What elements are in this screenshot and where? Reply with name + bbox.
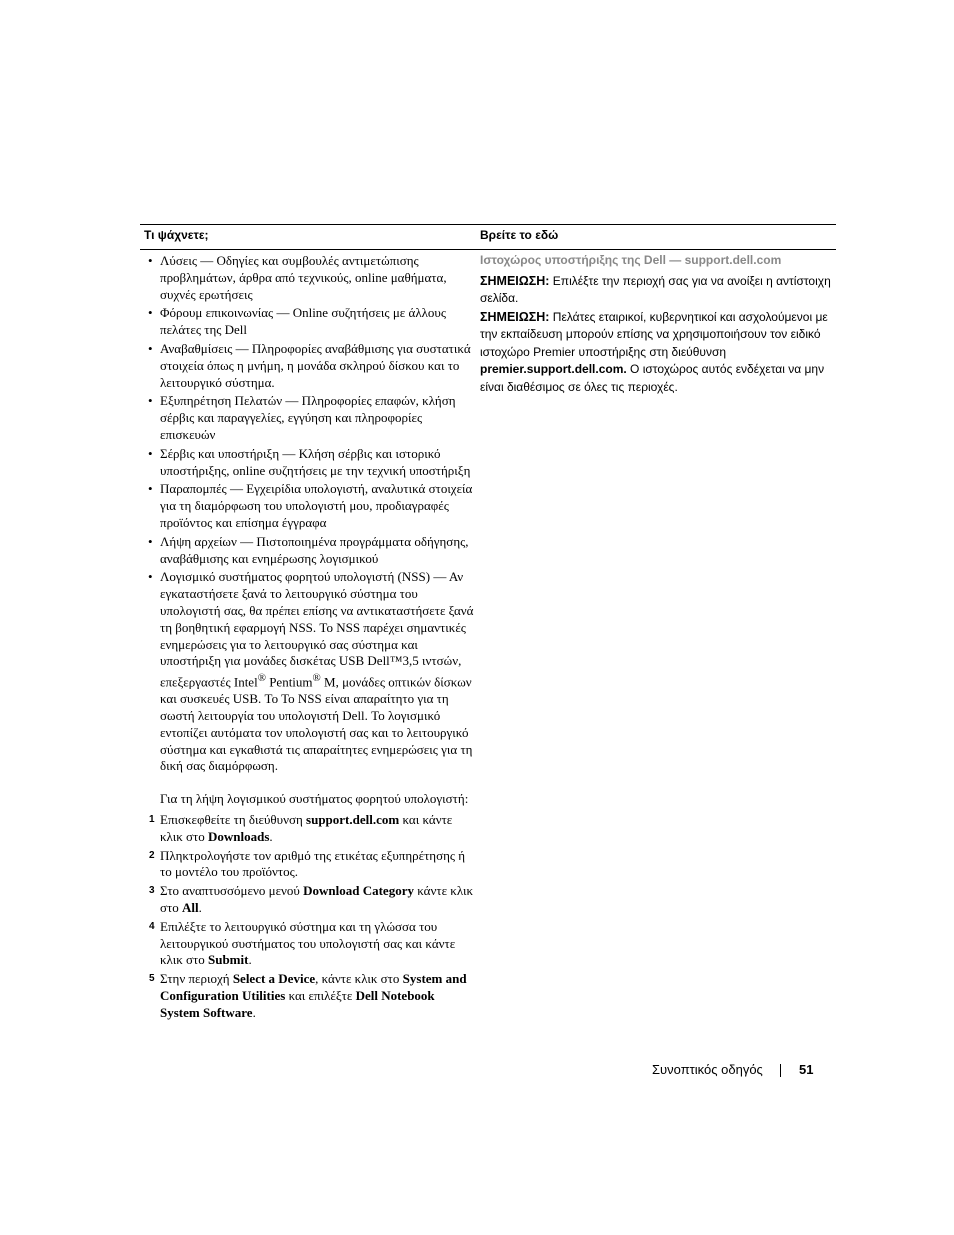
topics-list xyxy=(140,253,476,567)
list-item-text: Παραπομπές — Εγχειρίδια υπολογιστή, αναλυτικά στοιχεία για τη διαμόρφωση του υπολογιστή μου, προδιαγραφές προϊόντος και επίσημα έγγραφα xyxy=(160,481,473,530)
step-emphasis: support.dell.com xyxy=(306,812,400,828)
step-text: Επισκεφθείτε τη διεύθυνση xyxy=(160,812,307,828)
step-item xyxy=(140,848,476,882)
step-emphasis: Downloads xyxy=(207,828,270,844)
note-premier xyxy=(480,309,836,397)
bullet-icon: • xyxy=(148,305,153,321)
step-text: και κάντε κλικ στο xyxy=(160,812,453,844)
list-item-text: Σέρβις και υποστήριξη — Κλήση σέρβις και ιστορικό υποστήριξης, online συζητήσεις με την τεχνική υποστήριξη xyxy=(160,445,471,478)
support-site-title: Ιστοχώρος υποστήριξης της Dell — support.dell.com xyxy=(480,253,782,267)
footer-separator xyxy=(780,1064,781,1077)
right-column xyxy=(480,252,836,397)
bullet-icon: • xyxy=(148,445,153,461)
footer-title: Συνοπτικός οδηγός xyxy=(652,1062,763,1077)
left-column xyxy=(140,253,476,1024)
registered-mark: ® xyxy=(312,672,321,685)
step-number: 1 xyxy=(149,814,155,826)
note-text-tail: Ο ιστοχώρος αυτός ενδέχεται να μην είναι διαθέσιμος σε όλες τις περιοχές. xyxy=(480,362,825,394)
bullet-icon: • xyxy=(148,340,153,356)
column-header-what: Τι ψάχνετε; xyxy=(144,228,209,242)
list-item xyxy=(140,305,476,339)
step-text: . xyxy=(269,828,273,844)
step-number: 4 xyxy=(149,920,155,932)
list-item-text: Λήψη αρχείων — Πιστοποιημένα προγράμματα οδήγησης, αναβάθμισης και ενημέρωσης λογισμικού xyxy=(160,533,469,566)
list-item-text: Λύσεις — Οδηγίες και συμβουλές αντιμετώπισης προβλημάτων, άρθρα από τεχνικούς, online μαθήματα, συχνές ερωτήσεις xyxy=(160,253,447,302)
list-item xyxy=(140,393,476,443)
step-text: . xyxy=(248,952,252,968)
note-text: Επιλέξτε την περιοχή σας για να ανοίξει η αντίστοιχη σελίδα. xyxy=(480,273,831,305)
step-emphasis: Select a Device xyxy=(232,971,316,987)
table-header-rule xyxy=(140,249,836,250)
download-steps xyxy=(140,812,476,1022)
note-text: Πελάτες εταιρικοί, κυβερνητικοί και ασχολούμενοι με την εκπαίδευση μπορούν επίσης να χρησιμοποιήσουν τον ειδικό ιστοχώρο Premier υποστήριξης στη διεύθυνση xyxy=(480,309,828,359)
column-header-where: Βρείτε το εδώ xyxy=(480,228,559,242)
nss-list xyxy=(140,569,476,775)
step-text: Επιλέξτε το λειτουργικό σύστημα και τη γλώσσα του λειτουργικού συστήματος του υπολογιστή σας και κάντε κλικ στο xyxy=(160,918,456,968)
step-emphasis: All xyxy=(181,900,199,916)
step-text: Στην περιοχή xyxy=(160,971,233,987)
list-item-text: Αναβαθμίσεις — Πληροφορίες αναβάθμισης για συστατικά στοιχεία όπως η μνήμη, η μονάδα σκληρού δίσκου και το λειτουργικό σύστημα. xyxy=(160,340,471,390)
note-label: ΣΗΜΕΙΩΣΗ: xyxy=(480,273,550,288)
step-text: . xyxy=(252,1004,256,1020)
step-text: Πληκτρολογήστε τον αριθμό της ετικέτας εξυπηρέτησης ή το μοντέλο του προϊόντος. xyxy=(160,847,466,880)
step-text: κάντε κλικ στο xyxy=(160,883,474,916)
step-emphasis: Dell Notebook System Software xyxy=(160,988,435,1020)
list-item-text: Φόρουμ επικοινωνίας — Online συζητήσεις με άλλους πελάτες της Dell xyxy=(160,305,447,338)
registered-mark: ® xyxy=(257,672,266,685)
note-region xyxy=(480,273,836,308)
table-top-rule xyxy=(140,224,836,225)
download-intro: Για τη λήψη λογισμικού συστήματος φορητού υπολογιστή: xyxy=(160,791,469,807)
nss-text-3: M, μονάδες οπτικών δίσκων και συσκευές USB. Το Το NSS είναι απαραίτητο για τη σωστή λειτουργία του υπολογιστή Dell. Το λογισμικό εντοπίζει αυτόματα τον υπολογιστή σας και το λειτουργικό σύστημα και εγκαθιστά τις απαραίτητες ενημερώσεις για τη δική σας διαμόρφωση. xyxy=(160,674,473,774)
list-item xyxy=(140,534,476,568)
list-item-text: Εξυπηρέτηση Πελατών — Πληροφορίες επαφών, κλήση σέρβις και παραγγελίες, εγγύηση και πληροφορίες επισκευών xyxy=(160,393,456,442)
page-number: 51 xyxy=(799,1062,814,1077)
step-text: . xyxy=(198,900,202,916)
premier-link[interactable]: premier.support.dell.com. xyxy=(480,362,627,376)
nss-text-2: Pentium xyxy=(265,674,313,690)
step-number: 3 xyxy=(149,885,155,897)
bullet-icon: • xyxy=(148,481,153,497)
note-label: ΣΗΜΕΙΩΣΗ: xyxy=(480,309,550,324)
step-item xyxy=(140,812,476,846)
step-number: 2 xyxy=(149,849,155,861)
step-item xyxy=(140,971,476,1021)
list-item-nss xyxy=(140,569,476,775)
bullet-icon: • xyxy=(148,393,153,409)
list-item xyxy=(140,481,476,531)
bullet-icon: • xyxy=(148,533,153,549)
list-item xyxy=(140,446,476,480)
nss-text-1: Λογισμικό συστήματος φορητού υπολογιστή (NSS) — Αν εγκαταστήσετε ξανά το λειτουργικό σύστημα του υπολογιστή σας, θα πρέπει επίσης να αντικαταστήσετε ξανά τη βοηθητική εφαρμογή NSS. Το NSS παρέχει σημαντικές ενημερώσεις για το λειτουργικό σας σύστημα και υποστήριξη για μονάδες δισκέτας USB Dell™3,5 ιντσών, επεξεργαστές Intel xyxy=(160,569,474,690)
step-emphasis: Download Category xyxy=(303,883,414,899)
step-item xyxy=(140,919,476,969)
step-number: 5 xyxy=(149,973,155,985)
bullet-icon: • xyxy=(148,253,153,268)
step-emphasis: System and Configuration Utilities xyxy=(160,971,467,1003)
step-text: , κάντε κλικ στο xyxy=(315,971,403,987)
list-item xyxy=(140,341,476,391)
step-text: Στο αναπτυσσόμενο μενού xyxy=(160,883,304,899)
step-item xyxy=(140,883,476,917)
step-emphasis: Submit xyxy=(207,952,249,968)
list-item xyxy=(140,253,476,303)
bullet-icon: • xyxy=(148,569,153,585)
step-text: και επιλέξτε xyxy=(285,988,356,1003)
